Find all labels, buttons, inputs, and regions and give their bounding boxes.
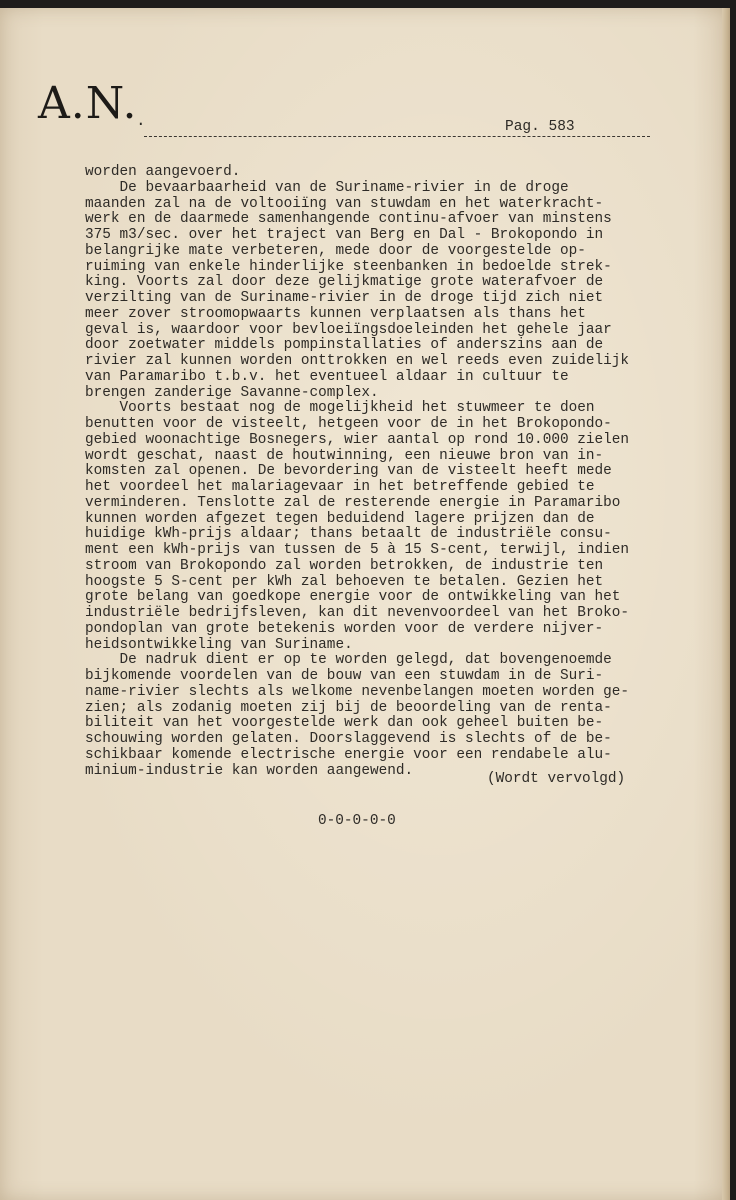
page-number: Pag. 583 [505,119,575,135]
body-text: worden aangevoerd. De bevaarbaarheid van de Suriname-rivier in de droge maanden zal na de voltooiïng van stuwdam en het waterkracht- werk en de daarmede samenhangende continu-afvoer van minstens 375 m3/sec. over het traject van Berg en Dal - Brokopondo in belangrijke mate verbeteren, mede door de voorgestelde op- ruiming van enkele hinderlijke steenbanken in bedoelde strek- king. Voorts zal door deze gelijkmatige grote waterafvoer de verzilting van de Suriname-rivier in de droge tijd zich niet meer zover stroomopwaarts kunnen verplaatsen als thans het geval is, waardoor voor bevloeiïngsdoeleinden het gehele jaar door zoetwater middels pompinstallaties of anderszins aan de rivier zal kunnen worden onttrokken en wel reeds even zuidelijk van Paramaribo t.b.v. het eventueel aldaar in cultuur te brengen zanderige Savanne-complex. Voorts bestaat nog de mogelijkheid het stuwmeer te doen benutten voor de visteelt, hetgeen voor de in het Brokopondo- gebied woonachtige Bosnegers, wier aantal op rond 10.000 zielen wordt geschat, naast de houtwinning, een nieuwe bron van in- komsten zal openen. De bevordering van de visteelt heeft mede het voordeel het malariagevaar in het betreffende gebied te verminderen. Tenslotte zal de resterende energie in Paramaribo kunnen worden afgezet tegen beduidend lagere prijzen dan de huidige kWh-prijs aldaar; thans betaalt de industriële consu- ment een kWh-prijs van tussen de 5 à 15 S-cent, terwijl, indien stroom van Brokopondo zal worden betrokken, de industrie ten hoogste 5 S-cent per kWh zal behoeven te betalen. Gezien het grote belang van goedkope energie voor de ontwikkeling van het industriële bedrijfsleven, kan dit nevenvoordeel van het Broko- pondoplan van grote betekenis worden voor de verdere nijver- heidsontwikkeling van Suriname. De nadruk dient er op te worden gelegd, dat bovengenoemde bijkomende voordelen van de bouw van een stuwdam in de Suri- name-rivier slechts als welkome nevenbelangen moeten worden ge- zien; als zodanig moeten zij bij de beoordeling van de renta- biliteit van het voorgestelde werk dan ook geheel buiten be- schouwing worden gelaten. Doorslaggevend is slechts of de be- schikbaar komende electrische energie voor een rendabele alu- minium-industrie kan worden aangewend. [85,164,630,779]
document-page [0,8,730,1200]
end-marker: 0-0-0-0-0 [318,813,396,829]
header-dot: . [136,112,146,130]
header-rule [144,136,650,137]
continued-note: (Wordt vervolgd) [487,771,626,787]
page-edge [722,8,730,1200]
header-logo: A.N. [38,78,138,129]
